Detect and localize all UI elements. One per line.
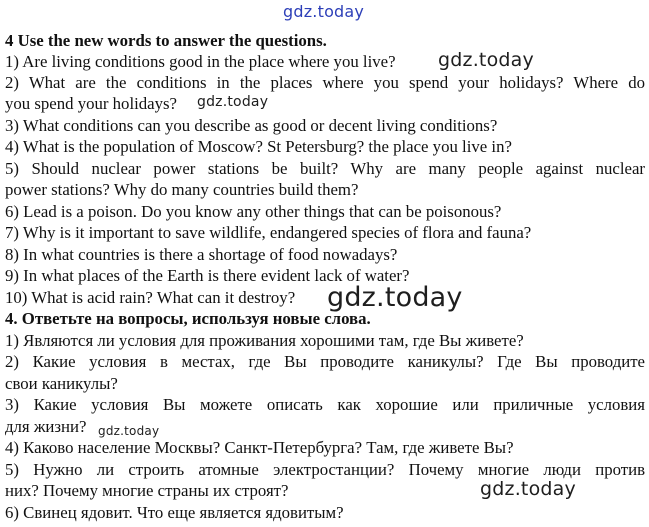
russian-question-5-line-2: них? Почему многие страны их строят? bbox=[5, 481, 289, 500]
watermark: gdz.today bbox=[327, 282, 463, 313]
english-heading: 4 Use the new words to answer the questions. bbox=[5, 31, 327, 50]
russian-question-5-line-1: 5) Нужно ли строить атомные электростанции? Почему многие люди против bbox=[5, 460, 645, 479]
russian-question-2-line-2: свои каникулы? bbox=[5, 374, 118, 393]
english-question-6: 6) Lead is a poison. Do you know any other things that can be poisonous? bbox=[5, 202, 502, 221]
english-question-4: 4) What is the population of Moscow? St Petersburg? the place you live in? bbox=[5, 137, 512, 156]
russian-question-1: 1) Являются ли условия для проживания хорошими там, где Вы живете? bbox=[5, 331, 524, 350]
english-question-1: 1) Are living conditions good in the place where you live? bbox=[5, 52, 396, 71]
english-question-5-line-1: 5) Should nuclear power stations be built? Why are many people against nuclear bbox=[5, 159, 645, 178]
english-question-3: 3) What conditions can you describe as good or decent living conditions? bbox=[5, 116, 498, 135]
english-question-7: 7) Why is it important to save wildlife, endangered species of flora and fauna? bbox=[5, 223, 532, 242]
russian-question-3-line-2: для жизни? bbox=[5, 417, 87, 436]
english-question-10: 10) What is acid rain? What can it destroy? bbox=[5, 288, 296, 307]
english-question-8: 8) In what countries is there a shortage of food nowadays? bbox=[5, 245, 398, 264]
watermark: gdz.today bbox=[197, 94, 269, 110]
russian-question-4: 4) Каково население Москвы? Санкт-Петербурга? Там, где живете Вы? bbox=[5, 438, 514, 457]
watermark: gdz.today bbox=[98, 424, 160, 438]
english-question-9: 9) In what places of the Earth is there evident lack of water? bbox=[5, 266, 410, 285]
watermark: gdz.today bbox=[438, 49, 534, 71]
watermark: gdz.today bbox=[480, 478, 576, 500]
english-question-5-line-2: power stations? Why do many countries build them? bbox=[5, 180, 359, 199]
russian-question-2-line-1: 2) Какие условия в местах, где Вы проводите каникулы? Где Вы проводите bbox=[5, 352, 645, 371]
russian-question-6: 6) Свинец ядовит. Что еще является ядовитым? bbox=[5, 503, 344, 522]
russian-question-3-line-1: 3) Какие условия Вы можете описать как хорошие или приличные условия bbox=[5, 395, 645, 414]
english-question-2-line-1: 2) What are the conditions in the places where you spend your holidays? Where do bbox=[5, 73, 645, 92]
english-question-2-line-2: you spend your holidays? bbox=[5, 94, 177, 113]
watermark-top: gdz.today bbox=[283, 2, 365, 21]
russian-heading: 4. Ответьте на вопросы, используя новые слова. bbox=[5, 309, 371, 328]
